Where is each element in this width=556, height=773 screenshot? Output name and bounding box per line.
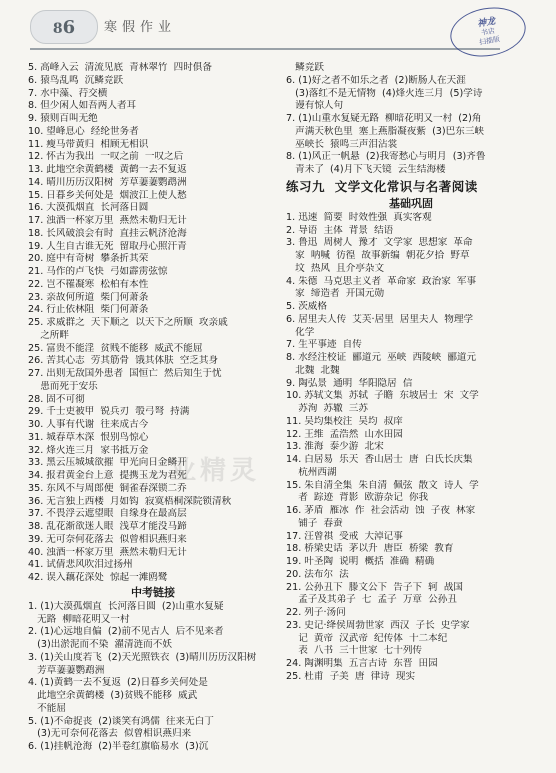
answer-line: 4. 朱德 马克思主义者 革命家 政治家 军事 xyxy=(286,275,477,287)
answer-line: 27. 出则无敌国外患者 国恒亡 然后知生于忧 xyxy=(28,368,222,379)
answer-line: 苏洵 苏辙 三苏 xyxy=(286,403,368,414)
answer-line: 8. 但少闲人如吾两人者耳 xyxy=(28,100,137,112)
answer-line: 7. 生平事迹 自传 xyxy=(286,339,362,351)
stamp-line: 书店 xyxy=(480,26,496,37)
answer-line: 17. 浊酒一杯家万里 燕然未勒归无计 xyxy=(28,215,187,226)
answer-line: 5. (1)不命捉丧 (2)谈笑有鸿儒 往来无白丁 xyxy=(28,715,214,727)
answer-line: 42. 误入藕花深处 惊起一滩鸥鹭 xyxy=(28,572,168,583)
answer-line: 13. 此地空余黄鹤楼 黄鹤一去不复返 xyxy=(28,164,187,175)
answer-line: 杭州西湖 xyxy=(286,466,337,478)
answer-line: 化学 xyxy=(286,326,315,338)
answer-line: 29. 千士吏被甲 锐兵刃 彀弓弩 持满 xyxy=(28,406,190,418)
answer-line: 孟子及其弟子 七 孟子 万章 公孙丑 xyxy=(286,594,457,606)
answer-line: 记 黄帝 汉武帝 纪传体 十二本纪 xyxy=(286,632,448,644)
answer-line: 4. (1)黄鹤一去不复返 (2)日暮乡关何处是 xyxy=(28,677,208,689)
answer-line: 3. (1)关山度若飞 (2)天光照铁衣 (3)晴川历历汉阳树 xyxy=(28,651,257,663)
answer-line: 33. 黑云压城城欲摧 甲光向日金鳞开 xyxy=(28,457,187,469)
answer-line: 1. (1)大漠孤烟直 长河落日圆 (2)山重水复疑 xyxy=(28,600,224,612)
answer-line: 16. 大漠孤烟直 长河落日圆 xyxy=(28,202,149,214)
answer-line: 12. 王维 孟浩然 山水田园 xyxy=(286,428,403,440)
answer-line: 25. 富贵不能淫 贫贱不能移 威武不能屈 xyxy=(28,342,203,354)
answer-line: 2. (1)心远地自偏 (2)前不见古人 后不见来者 xyxy=(28,626,224,638)
header-divider xyxy=(30,48,500,50)
answer-line: 35. 东风不与周郎便 铜雀春深锁二乔 xyxy=(28,482,187,494)
answer-line: 14. 晴川历历汉阳树 芳草萋萋鹦鹉洲 xyxy=(28,176,187,188)
answer-line: 表 八书 三十世家 七十列传 xyxy=(286,645,423,657)
answer-line: 12. 怀古为我出 一叹之前 一叹之后 xyxy=(28,151,184,163)
bookstore-stamp xyxy=(446,2,529,62)
answer-line: 7. (1)山重水复疑无路 柳暗花明又一村 (2)角 xyxy=(286,113,482,124)
answer-line: 7. 水中藻、荇交横 xyxy=(28,87,108,99)
answer-line: 6. 猿鸟乱鸣 沉鳞竞跃 xyxy=(28,74,124,86)
answer-line: 10. 望峰息心 经纶世务者 xyxy=(28,125,139,137)
answer-line: 11. 瘦马带黄归 相顾无相识 xyxy=(28,138,149,150)
stamp-line: 神龙 xyxy=(476,16,497,30)
header-title: 寒假作业 xyxy=(104,20,177,35)
answer-line: 23. 史记·绛侯周勃世家 西汉 子长 史学家 xyxy=(286,619,470,631)
answer-line: 9. 猿则百叫无绝 xyxy=(28,113,98,124)
answer-line: (3)无可奈何花落去 似曾相识燕归来 xyxy=(28,728,192,740)
answer-line: 9. 陶弘景 通明 华阳隐居 信 xyxy=(286,377,413,389)
answer-line: 6. (1)挂帆沧海 (2)半卷红旗临易水 (3)沉 xyxy=(28,741,209,752)
answer-line: 1. 迅速 简要 时效性强 真实客观 xyxy=(286,211,432,223)
answer-line: 20. 法布尔 法 xyxy=(286,568,349,580)
answer-line: 34. 报君黄金台上意 提携玉龙为君死 xyxy=(28,470,187,481)
left-column xyxy=(28,62,278,754)
answer-line: 39. 无可奈何花落去 似曾相识燕归来 xyxy=(28,533,187,545)
answer-line: 5. 高峰入云 清流见底 青林翠竹 四时俱备 xyxy=(28,62,212,73)
answer-line: 芳草萋萋鹦鹉洲 xyxy=(28,664,105,676)
answer-line: 15. 朱自清全集 朱自清 佩弦 散文 诗人 学 xyxy=(286,479,479,491)
answer-line: 铺子 春蚕 xyxy=(286,517,343,529)
answer-line: 19. 人生自古谁无死 留取丹心照汗青 xyxy=(28,240,187,252)
answer-line: 24. 行止依林阻 柴门何萧条 xyxy=(28,304,149,316)
answer-line: 鳞竞跃 xyxy=(286,62,324,73)
answer-line: 14. 白居易 乐天 香山居士 唐 白氏长庆集 xyxy=(286,454,473,465)
answer-line: 此地空余黄鹤楼 (3)贫贱不能移 威武 xyxy=(28,690,198,701)
zhongkao-section-title: 中考链接 xyxy=(131,585,175,599)
answer-line: 不能屈 xyxy=(28,702,66,714)
answer-line: 25. 杜甫 子美 唐 律诗 现实 xyxy=(286,670,416,682)
answer-line: 3. 鲁迅 周树人 豫才 文学家 思想家 革命 xyxy=(286,237,473,249)
answer-line: 18. 桥梁史话 茅以升 唐臣 桥梁 教育 xyxy=(286,543,454,555)
answer-line: 18. 长风破浪会有时 直挂云帆济沧海 xyxy=(28,227,187,239)
answer-line: 37. 不畏浮云遮望眼 自缘身在最高层 xyxy=(28,508,187,520)
answer-line: 25. 求威群之 天下顺之 以天下之所顺 攻亲戚 xyxy=(28,317,228,328)
right-column xyxy=(286,62,536,684)
answer-line: 青未了 (4)月下飞天镜 云生结海楼 xyxy=(286,164,446,175)
answer-line: 之所畔 xyxy=(28,329,69,341)
answer-line: 者 踪迹 背影 欧游杂记 你我 xyxy=(286,492,429,504)
page-number: 86 xyxy=(52,16,76,38)
answer-line: 23. 亲故何所道 柴门何萧条 xyxy=(28,291,149,303)
answer-line: 北魏 北魏 xyxy=(286,364,340,376)
answer-line: 5. 茨威格 xyxy=(286,301,327,312)
answer-line: 40. 浊酒一杯家万里 燕然未勒归无计 xyxy=(28,546,187,558)
answer-line: 8. 水经注校证 郦道元 巫峡 西陵峡 郦道元 xyxy=(286,352,477,363)
answer-line: (3)出淤泥而不染 濯清涟而不妖 xyxy=(28,639,172,650)
answer-line: 38. 乱花渐欲迷人眼 浅草才能没马蹄 xyxy=(28,521,187,532)
answer-line: 16. 茅盾 雁冰 作 社会活动 蚀 子夜 林家 xyxy=(286,505,476,516)
answer-line: 19. 叶圣陶 说明 概括 准确 精确 xyxy=(286,556,435,567)
answer-line: 家 缔造者 开国元勋 xyxy=(286,288,385,300)
answer-line: 坟 热风 且介亭杂文 xyxy=(286,262,385,274)
answer-line: 6. 居里夫人传 艾芙·居里 居里夫人 物理学 xyxy=(286,313,474,325)
answer-line: 30. 人事有代谢 往来成古今 xyxy=(28,419,149,430)
answer-line: 22. 列子·汤问 xyxy=(286,607,346,618)
page-header xyxy=(0,0,556,68)
stamp-line: 扫描版 xyxy=(478,34,501,47)
answer-line: 谩有惊人句 xyxy=(286,100,344,112)
answer-line: 8. (1)风正一帆悬 (2)我寄愁心与明月 (3)齐鲁 xyxy=(286,151,486,163)
answer-line: 36. 无言独上西楼 月如钩 寂寞梧桐深院锁清秋 xyxy=(28,495,232,507)
answer-line: 32. 烽火连三月 家书抵万金 xyxy=(28,444,149,456)
answer-line: 13. 淮海 泰少游 北宋 xyxy=(286,441,384,453)
answer-line: 22. 岂不罹凝寒 松柏有本性 xyxy=(28,278,149,290)
answer-line: 无路 柳暗花明又一村 xyxy=(28,613,130,625)
answer-line: 17. 汪曾祺 受戒 大淖记事 xyxy=(286,530,403,542)
answer-line: (3)落红不是无情物 (4)烽火连三月 (5)学诗 xyxy=(286,87,483,99)
answer-line: 31. 城春草木深 恨别鸟惊心 xyxy=(28,431,149,443)
answer-line: 巫峡长 猿鸣三声泪沾裳 xyxy=(286,138,398,150)
watermark: 业精灵 xyxy=(170,456,261,486)
answer-line: 21. 马作的卢飞快 弓如霹雳弦惊 xyxy=(28,266,168,277)
answer-line: 患而死于安乐 xyxy=(28,380,98,392)
answer-line: 2. 导语 主体 背景 结语 xyxy=(286,224,394,236)
answer-line: 15. 日暮乡关何处是 烟波江上使人愁 xyxy=(28,189,187,201)
answer-line: 10. 苏轼文集 苏轼 子瞻 东坡居士 宋 文学 xyxy=(286,390,479,402)
page-number-badge xyxy=(30,10,98,44)
answer-line: 声满天秋色里 塞上燕脂凝夜紫 (3)巴东三峡 xyxy=(286,125,485,137)
answer-line: 21. 公孙丑下 滕文公下 告子下 轲 战国 xyxy=(286,581,464,593)
answer-line: 20. 庭中有奇树 攀条折其荣 xyxy=(28,253,149,265)
answer-line: 6. (1)好之者不如乐之者 (2)断肠人在天涯 xyxy=(286,74,466,86)
answer-line: 28. 固不可彻 xyxy=(28,393,85,405)
answer-line: 家 呐喊 彷徨 故事新编 朝花夕拾 野草 xyxy=(286,250,470,261)
basic-section-title: 基础巩固 xyxy=(389,196,433,210)
answer-line: 11. 吴均集校注 吴均 叔庠 xyxy=(286,415,403,427)
answer-line: 41. 试倩悲风吹泪过扬州 xyxy=(28,559,133,571)
answer-line: 26. 苦其心志 劳其筋骨 饿其体肤 空乏其身 xyxy=(28,355,219,367)
answer-line: 24. 陶渊明集 五言古诗 东晋 田园 xyxy=(286,658,438,669)
exercise-title: 练习九 文学文化常识与名著阅读 xyxy=(286,178,478,194)
